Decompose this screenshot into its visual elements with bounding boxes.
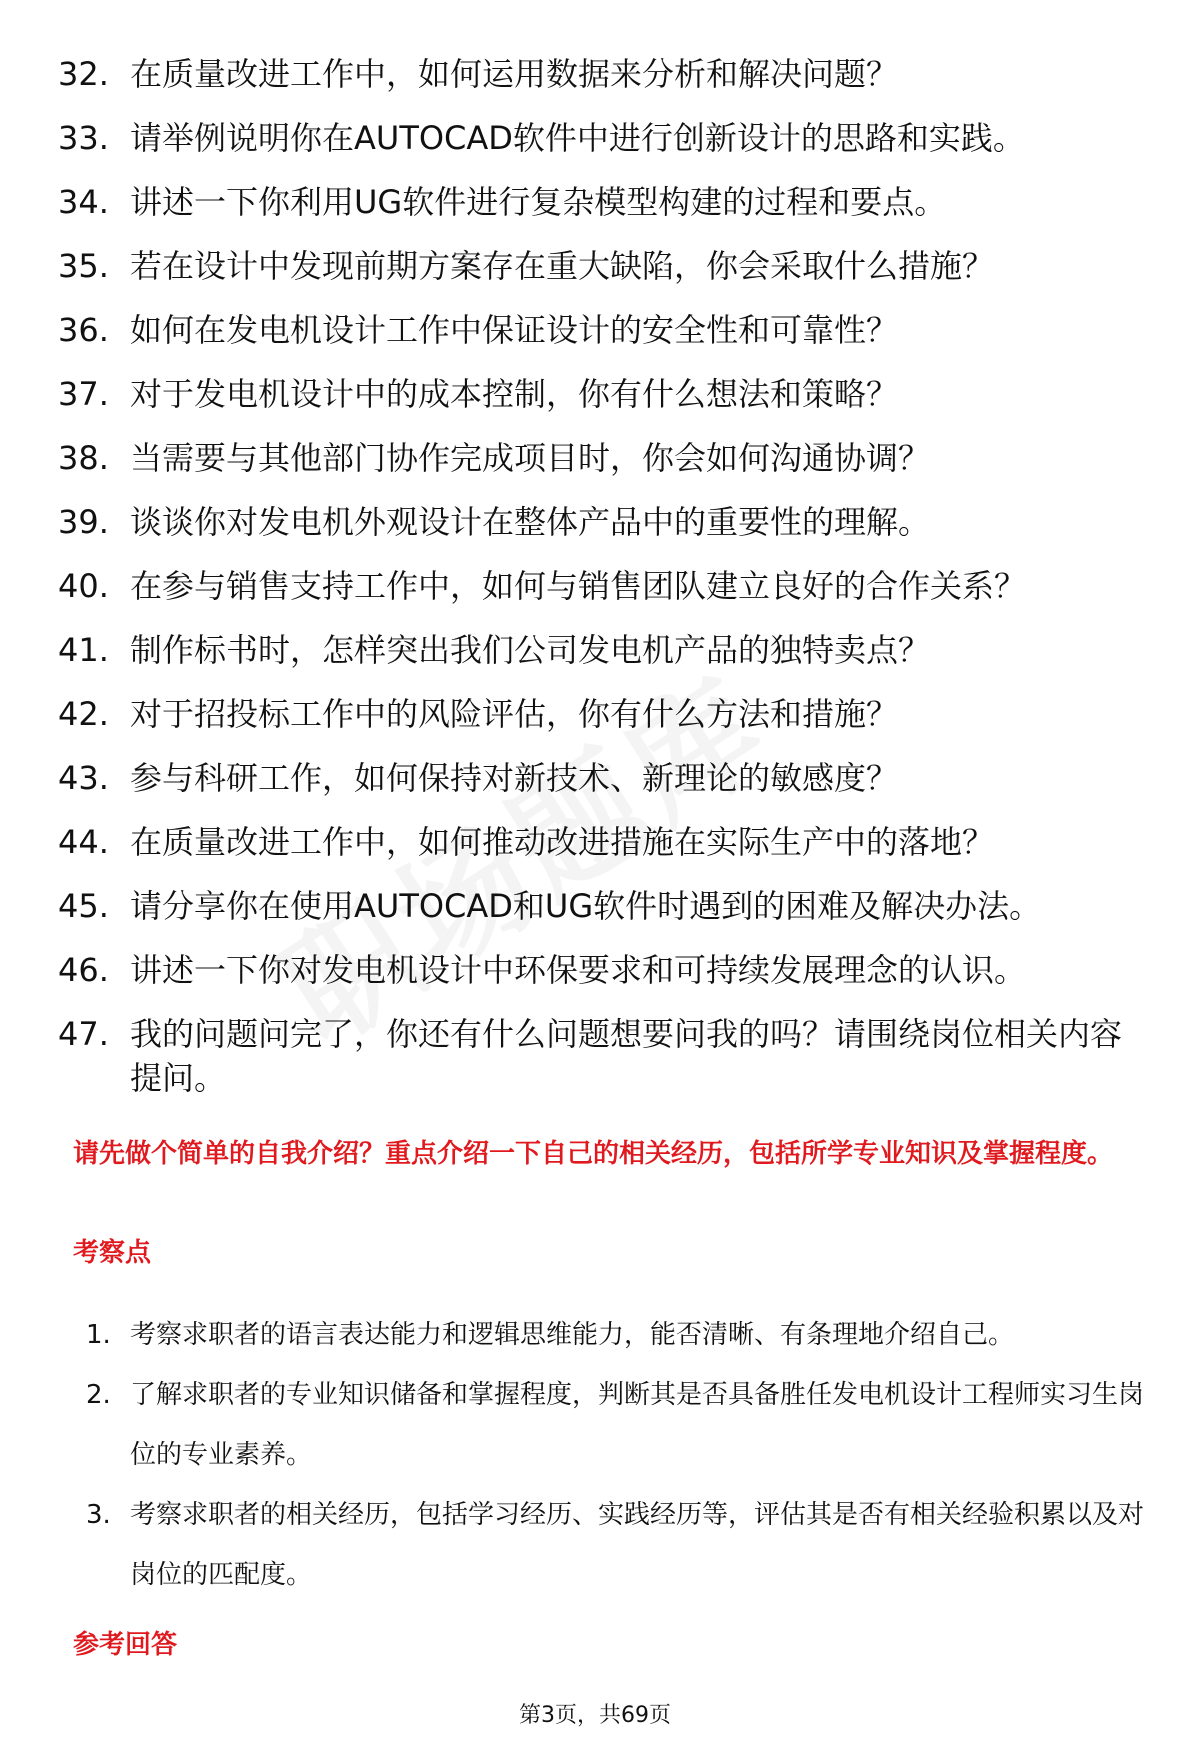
list-item xyxy=(86,1485,1156,1605)
list-item xyxy=(58,884,1148,928)
question-number: 39. xyxy=(58,503,109,541)
section-heading-answer: 参考回答 xyxy=(73,1630,178,1660)
list-item xyxy=(86,1305,1156,1365)
question-number: 36. xyxy=(58,311,109,349)
list-item xyxy=(58,436,1148,480)
question-text: 如何在发电机设计工作中保证设计的安全性和可靠性？ xyxy=(130,311,899,349)
question-text: 请举例说明你在AUTOCAD软件中进行创新设计的思路和实践。 xyxy=(130,119,1025,157)
question-number: 34. xyxy=(58,183,109,221)
question-text: 对于发电机设计中的成本控制，你有什么想法和策略？ xyxy=(130,375,899,413)
question-number: 45. xyxy=(58,887,109,925)
point-text: 了解求职者的专业知识储备和掌握程度，判断其是否具备胜任发电机设计工程师实习生岗位的专业素养。 xyxy=(130,1380,1145,1470)
question-number: 33. xyxy=(58,119,109,157)
list-item xyxy=(58,820,1148,864)
question-number: 46. xyxy=(58,951,109,989)
list-item xyxy=(58,628,1148,672)
question-number: 37. xyxy=(58,375,109,413)
question-list xyxy=(58,52,1148,1120)
question-text: 在参与销售支持工作中，如何与销售团队建立良好的合作关系？ xyxy=(130,567,1027,605)
question-number: 44. xyxy=(58,823,109,861)
list-item xyxy=(58,180,1148,224)
question-number: 32. xyxy=(58,55,109,93)
point-text: 考察求职者的语言表达能力和逻辑思维能力，能否清晰、有条理地介绍自己。 xyxy=(130,1320,1015,1350)
question-number: 35. xyxy=(58,247,109,285)
question-number: 42. xyxy=(58,695,109,733)
question-number: 40. xyxy=(58,567,109,605)
question-number: 43. xyxy=(58,759,109,797)
question-number: 41. xyxy=(58,631,109,669)
list-item xyxy=(58,756,1148,800)
list-item xyxy=(58,308,1148,352)
question-text: 谈谈你对发电机外观设计在整体产品中的重要性的理解。 xyxy=(130,503,931,541)
points-list xyxy=(86,1305,1156,1605)
list-item xyxy=(58,1012,1148,1100)
list-item xyxy=(58,564,1148,608)
list-item xyxy=(58,244,1148,288)
list-item xyxy=(58,500,1148,544)
point-number: 2. xyxy=(86,1380,111,1410)
page-footer: 第3页，共69页 xyxy=(519,1703,671,1728)
point-text: 考察求职者的相关经历，包括学习经历、实践经历等，评估其是否有相关经验积累以及对岗位的匹配度。 xyxy=(130,1500,1145,1590)
list-item xyxy=(58,52,1148,96)
point-number: 3. xyxy=(86,1500,111,1530)
question-text: 讲述一下你对发电机设计中环保要求和可持续发展理念的认识。 xyxy=(130,951,1027,989)
question-number: 38. xyxy=(58,439,109,477)
list-item xyxy=(86,1365,1156,1485)
list-item xyxy=(58,948,1148,992)
question-text: 在质量改进工作中，如何推动改进措施在实际生产中的落地？ xyxy=(130,823,995,861)
list-item xyxy=(58,116,1148,160)
question-text: 在质量改进工作中，如何运用数据来分析和解决问题？ xyxy=(130,55,899,93)
question-text: 对于招投标工作中的风险评估，你有什么方法和措施？ xyxy=(130,695,899,733)
list-item xyxy=(58,692,1148,736)
question-text: 讲述一下你利用UG软件进行复杂模型构建的过程和要点。 xyxy=(130,183,947,221)
point-number: 1. xyxy=(86,1320,111,1350)
question-text: 我的问题问完了，你还有什么问题想要问我的吗？请围绕岗位相关内容提问。 xyxy=(130,1015,1123,1097)
question-text: 参与科研工作，如何保持对新技术、新理论的敏感度？ xyxy=(130,759,899,797)
question-number: 47. xyxy=(58,1015,109,1053)
question-text: 当需要与其他部门协作完成项目时，你会如何沟通协调？ xyxy=(130,439,931,477)
list-item xyxy=(58,372,1148,416)
question-text: 若在设计中发现前期方案存在重大缺陷，你会采取什么措施？ xyxy=(130,247,995,285)
question-text: 请分享你在使用AUTOCAD和UG软件时遇到的困难及解决办法。 xyxy=(130,887,1042,925)
intro-question-heading: 请先做个简单的自我介绍？重点介绍一下自己的相关经历，包括所学专业知识及掌握程度。 xyxy=(73,1139,1114,1169)
section-heading-points: 考察点 xyxy=(73,1238,152,1268)
question-text: 制作标书时，怎样突出我们公司发电机产品的独特卖点？ xyxy=(130,631,931,669)
